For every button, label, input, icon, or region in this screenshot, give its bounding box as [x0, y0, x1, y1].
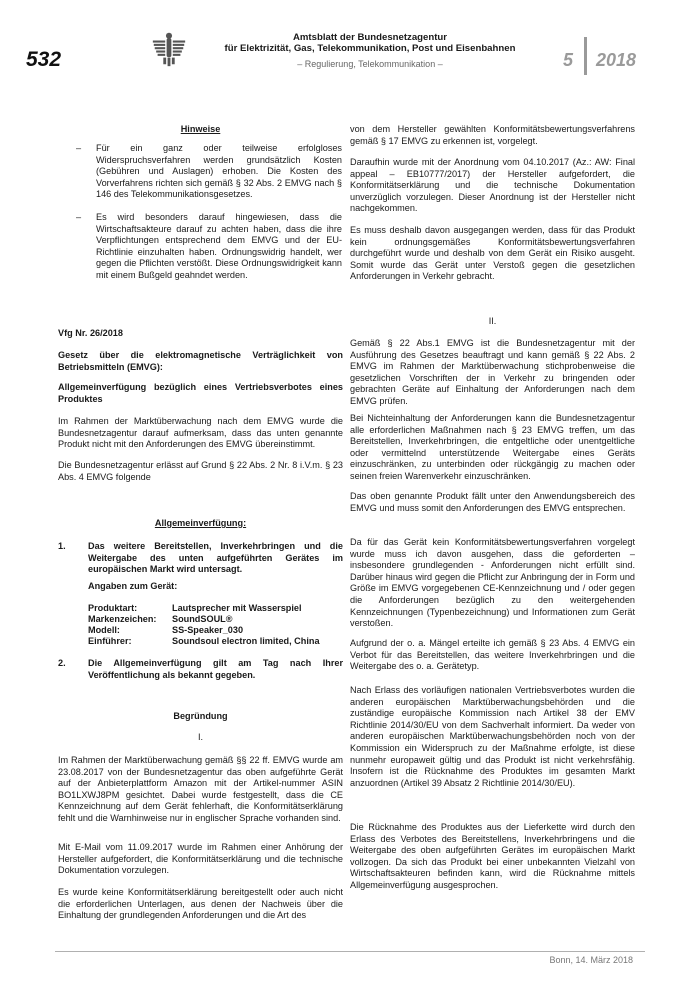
item-number: 1. [58, 541, 66, 551]
paragraph: Es wurde keine Konformitätserklärung bereitgestellt oder auch nicht die erforderlichen Unterlagen, aus denen der Nachweis über die Einhaltung der grundlegenden Anforderungen und die Art des [58, 887, 343, 921]
order-item-2: Die Allgemeinverfügung gilt am Tag nach Ihrer Veröffentlichung als bekannt gegeben. [88, 658, 343, 680]
paragraph: Im Rahmen der Marktüberwachung gemäß §§ 22 ff. EMVG wurde am 23.08.2017 von der Bundesnetzagentur das oben aufgeführte Gerät auf der Anbieterplattform Amazon mit der Artikel-nummer ASIN BO1LXWJ8PM gesichtet. Dabei wurde festgestellt, dass die CE Kennzeichnung auf dem Gerät fehlerhaft, die Konformitätserklärung fehlt und die Warnhinweise nur in englischer Sprache vorhanden sind. [58, 755, 343, 823]
hinweise-item: Für ein ganz oder teilweise erfolgloses Widerspruchsverfahren werden grundsätzlich Kosten (Gebühren und Auslagen) erhoben. Die Kosten des Vorverfahrens richten sich gemäß § 32 Abs. 2 EMVG nach § 146 des Telekommunikationsgesetzes. [96, 143, 342, 200]
law-title: Gesetz über die elektromagnetische Verträglichkeit von Betriebsmitteln (EMVG): [58, 350, 343, 372]
paragraph: Es muss deshalb davon ausgegangen werden, dass für das Produkt kein ordnungsgemäßes Konformitätsbewertungsverfahren durchgeführt wurde und deshalb von dem Gerät ein Risiko ausgeht. Somit wurde das Gerät unter Verstoß gegen die gesetzlichen Anforderungen in Verkehr gebracht. [350, 225, 635, 282]
vfg-number: Vfg Nr. 26/2018 [58, 328, 123, 338]
page-number: 532 [26, 48, 62, 71]
bulletin-title: Amtsblatt der Bundesnetzagentur [292, 32, 448, 43]
begruendung-heading: Begründung [173, 711, 228, 721]
hinweise-heading: Hinweise [180, 124, 221, 134]
paragraph: Mit E-Mail vom 11.09.2017 wurde im Rahmen einer Anhörung der Hersteller aufgefordert, die Konformitätserklärung und die technische Dokumentation vorzulegen. [58, 842, 343, 876]
device-value: Soundsoul electron limited, China [172, 636, 320, 646]
bulletin-subtitle: – Regulierung, Telekommunikation – [297, 59, 443, 69]
device-value: SS-Speaker_030 [172, 625, 244, 635]
intro-paragraph: Im Rahmen der Marktüberwachung nach dem EMVG wurde die Bundesnetzagentur darauf aufmerksam, dass das unten genannte Produkt nicht mit den Anforderungen des EMVG übereinstimmt. [58, 416, 343, 450]
paragraph: Aufgrund der o. a. Mängel erteilte ich gemäß § 23 Abs. 4 EMVG ein Verbot für das Bereitstellen, das weitere Inverkehrbringen und die Weitergabe des o. a. Gerätetyp. [350, 638, 635, 672]
device-value: SoundSOUL® [172, 614, 233, 624]
hinweise-item: Es wird besonders darauf hingewiesen, dass die Wirtschaftsakteure darauf zu achten haben, dass die ihre Verpflichtungen entsprechend dem EMVG und der EU-Richtlinie einzuhalten haben. Ordnungswidrig handelt, wer gegen die Pflichten verstößt. Diese Ordnungswidrigkeit kann mit einem Bußgeld geahndet werden. [96, 212, 342, 280]
legal-basis-paragraph: Die Bundesnetzagentur erlässt auf Grund § 22 Abs. 2 Nr. 8 i.V.m. § 23 Abs. 4 EMVG folgende [58, 460, 343, 482]
dash-bullet: – [76, 212, 82, 222]
paragraph: Das oben genannte Produkt fällt unter den Anwendungsbereich des EMVG und muss somit den Anforderungen des EMVG entsprechen. [350, 491, 635, 513]
device-label: Produktart: [88, 603, 138, 613]
paragraph: Bei Nichteinhaltung der Anforderungen kann die Bundesnetzagentur alle erforderlichen Maßnahmen nach § 23 EMVG treffen, um das Bereitstellen, Inverkehrbringen, die entgeltliche oder unentgeltliche oder vermittelnd unterstützende Weitergabe eines Geräts einzuschränken, zu unterbinden oder rückgängig zu machen oder seinen freien Warenverkehr einzuschränken. [350, 413, 635, 481]
dash-bullet: – [76, 143, 82, 153]
paragraph: von dem Hersteller gewählten Konformitätsbewertungsverfahrens gemäß § 17 EMVG zu erkennen ist, vorgelegt. [350, 124, 635, 146]
device-label: Modell: [88, 625, 120, 635]
decree-title: Allgemeinverfügung bezüglich eines Vertriebsverbotes eines Produktes [58, 382, 343, 404]
device-label: Markenzeichen: [88, 614, 157, 624]
section-numeral: I. [197, 732, 204, 742]
device-heading: Angaben zum Gerät: [88, 581, 178, 591]
order-item-1: Das weitere Bereitstellen, Inverkehrbringen und die Weitergabe des unten aufgeführten Gerätes im europäischen Markt wird untersagt. [88, 541, 343, 575]
paragraph: Nach Erlass des vorläufigen nationalen Vertriebsverbotes wurden die anderen europäischen Marktüberwachungsbehörden und die zuständige europäische Kommission nach Artikel 38 der EMV Richtlinie 2014/30/EU von dem Sachverhalt informiert. Da weder von anderen europäischen Marktüberwachungsbehörden noch von der Kommission ein Widerspruch zu der Maßnahme erfolgte, ist diese nunmehr europaweit gültig und das Produkt ist nicht verkehrsfähig. Insofern ist die Rücknahme des Produktes im gesamten Markt anzuordnen (Artikel 39 Absatz 2 Richtlinie 2014/30/EU). [350, 685, 635, 788]
device-label: Einführer: [88, 636, 132, 646]
allgemeinverfuegung-heading: Allgemeinverfügung: [154, 518, 247, 528]
paragraph: Gemäß § 22 Abs.1 EMVG ist die Bundesnetzagentur mit der Ausführung des Gesetzes beauftragt und kann gemäß § 22 Abs. 2 EMVG im Rahmen der Marktüberwachung stichprobenweise die gesetzlichen Vorschriften der in Verkehr zu bringenden oder gebrachten Geräte auf Einhaltung der Anforderungen nach dem EMVG prüfen. [350, 338, 635, 406]
issue-number: 5 [563, 50, 574, 70]
bulletin-title-line2: für Elektrizität, Gas, Telekommunikation, Post und Eisenbahnen [224, 43, 516, 54]
item-number: 2. [58, 658, 66, 668]
issue-year: 2018 [596, 50, 637, 70]
paragraph: Die Rücknahme des Produktes aus der Lieferkette wird durch den Erlass des Verbotes des Bereitstellens, Inverkehrbringens und die Weitergabe des oben aufgeführten Gerätes im europäischen Markt vollzogen. Da sich das Produkt bei einer unbekannten Vielzahl von Wirtschaftsakteuren befinden kann, wird die Rücknahme mittels Allgemeinverfügung ausgesprochen. [350, 822, 635, 890]
section-numeral: II. [488, 316, 497, 326]
paragraph: Da für das Gerät kein Konformitätsbewertungsverfahren vorgelegt wurde muss ich davon ausgehen, dass die geforderten – insbesondere grundlegenden - Anforderungen nicht erfüllt sind. Darüber hinaus wird gegen die Pflicht zur Anbringung der in Form und Größe im EMVG vorgegebenen CE-Kennzeichnung und / oder gegen die Anforderungen bezüglich zu den weitergehenden Kennzeichnungen (Typenbezeichnung) und Informationen zum Gerät verstoßen. [350, 537, 635, 629]
footer-place-date: Bonn, 14. März 2018 [549, 955, 633, 965]
device-value: Lautsprecher mit Wasserspiel [172, 603, 302, 613]
issue-divider [584, 37, 587, 75]
footer-rule [55, 951, 645, 952]
paragraph: Daraufhin wurde mit der Anordnung vom 04.10.2017 (Az.: AW: Final appeal – EB10777/2017) der Hersteller aufgefordert, die Konformitätserklärung und die technische Dokumentation unverzüglich vorzulegen. Dieser Anordnung ist der Hersteller nicht nachgekommen. [350, 157, 635, 214]
